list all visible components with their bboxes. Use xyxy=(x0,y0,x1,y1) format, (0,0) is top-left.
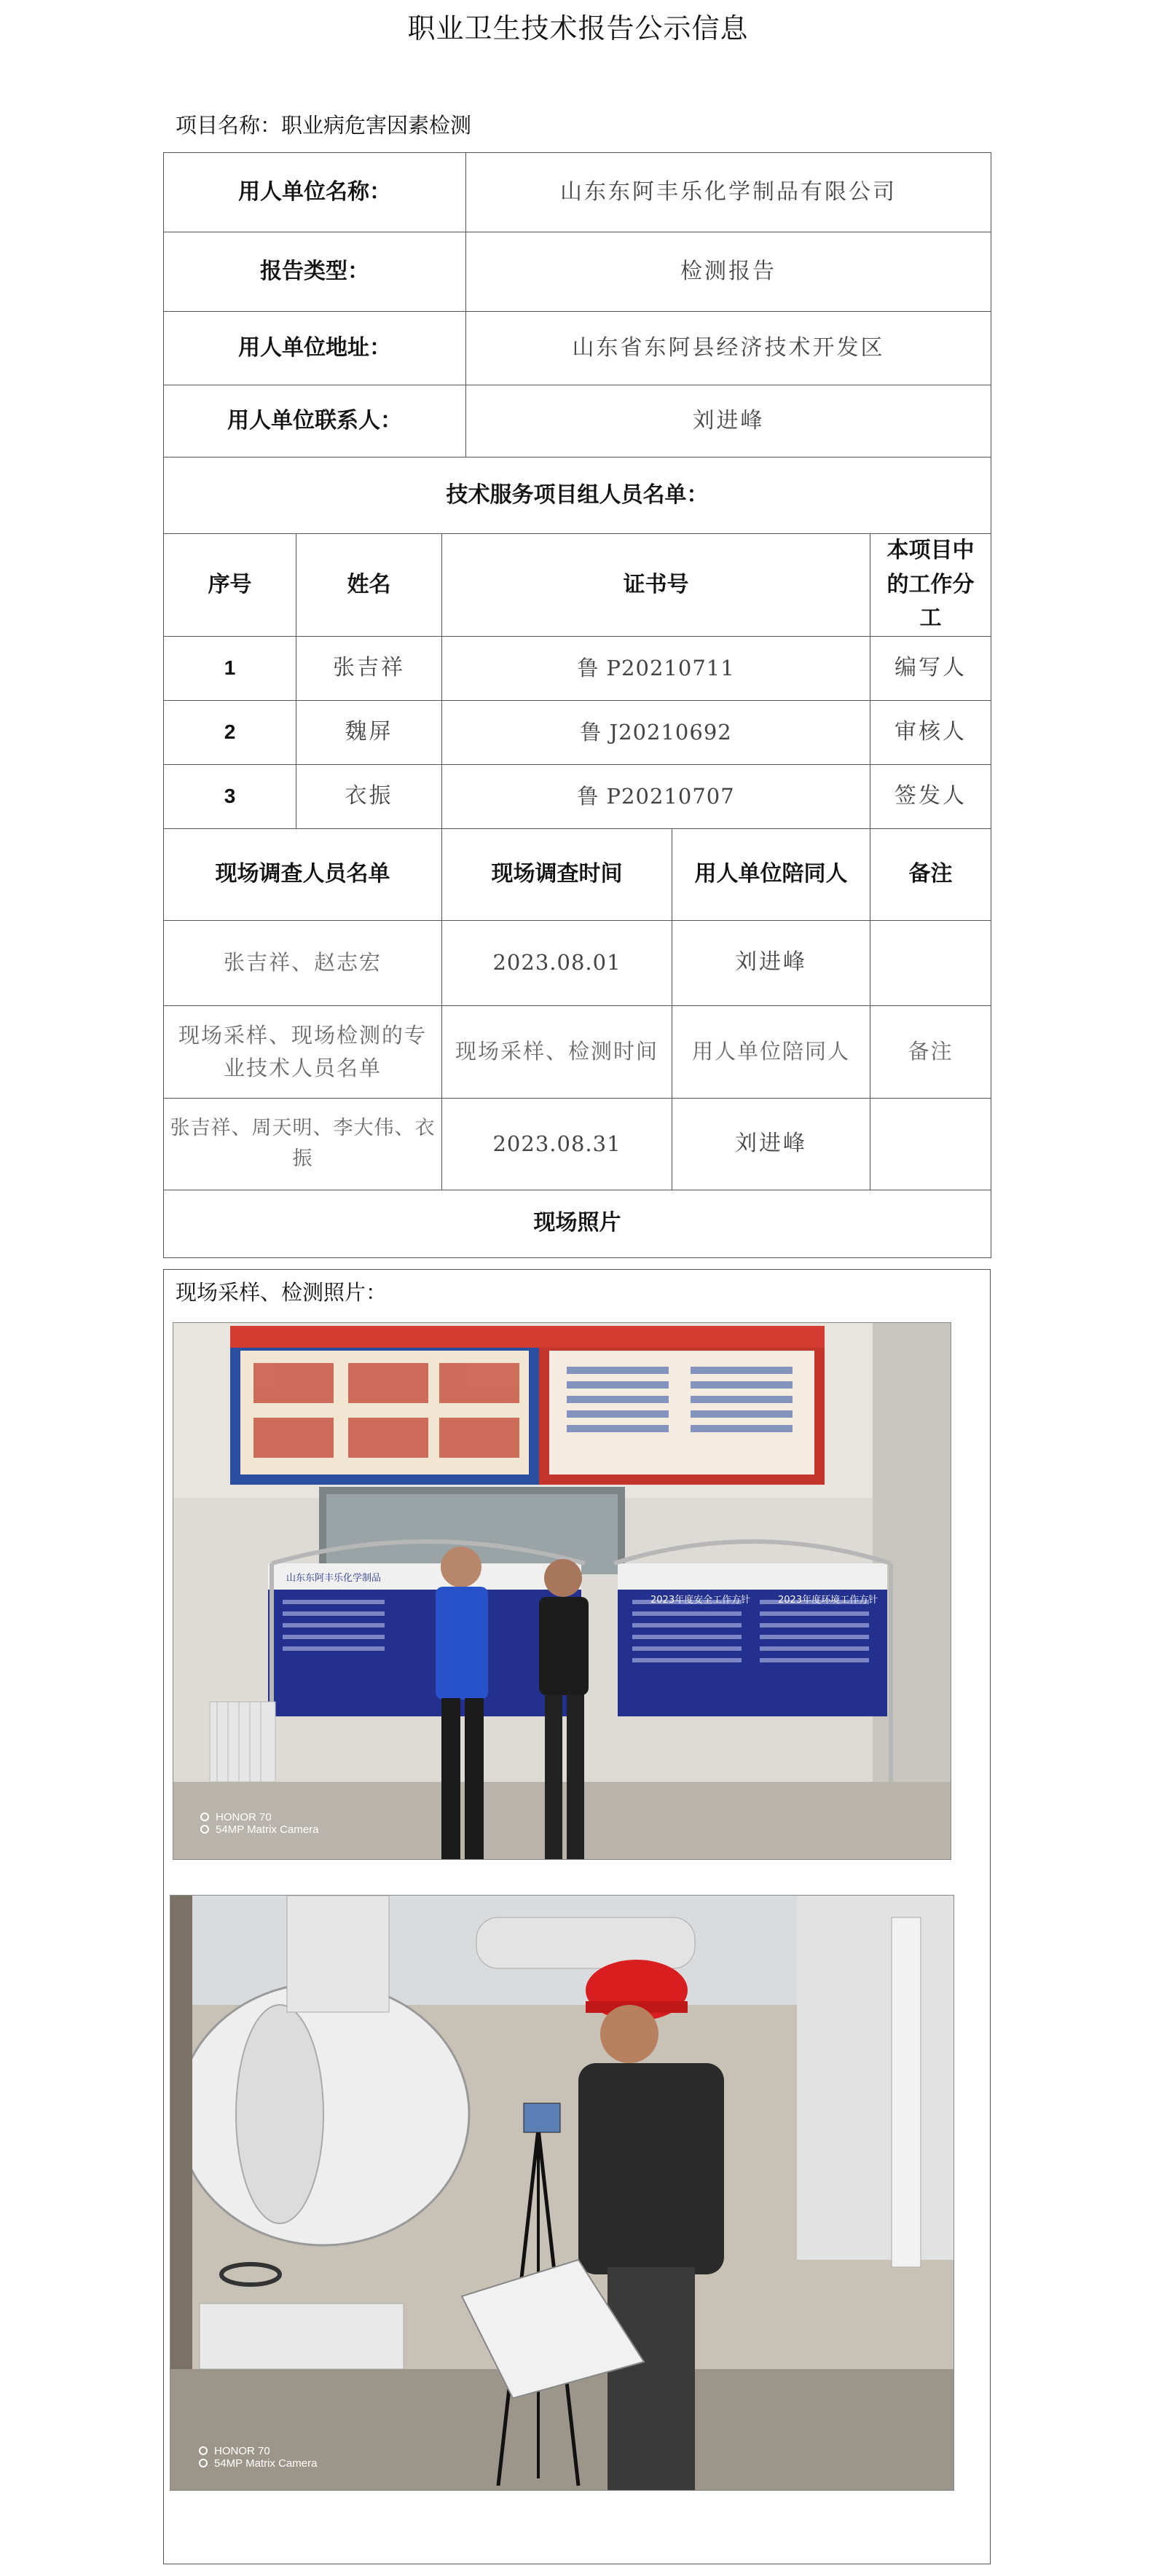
info-table xyxy=(163,152,991,1258)
survey-header-staff: 现场调查人员名单 xyxy=(164,828,442,920)
sampling-time: 2023.08.31 xyxy=(442,1098,672,1190)
photo-label: 现场采样、检测照片： xyxy=(176,1280,388,1305)
survey-companion: 刘进峰 xyxy=(672,920,870,1005)
team-header-row xyxy=(164,534,991,637)
sampling-row xyxy=(164,1098,991,1190)
contact-label: 用人单位联系人： xyxy=(164,385,466,458)
team-no: 3 xyxy=(164,764,296,828)
project-name xyxy=(176,109,471,139)
team-cert: 鲁 P20210707 xyxy=(442,764,870,828)
survey-time: 2023.08.01 xyxy=(442,920,672,1005)
team-cert: 鲁 J20210692 xyxy=(442,700,870,764)
sampling-header-note: 备注 xyxy=(870,1005,991,1098)
sampling-companion: 刘进峰 xyxy=(672,1098,870,1190)
report-type-value: 检测报告 xyxy=(466,232,991,312)
sampling-header-companion: 用人单位陪同人 xyxy=(672,1005,870,1098)
report-type-row xyxy=(164,232,991,312)
employer-name-value: 山东东阿丰乐化学制品有限公司 xyxy=(466,153,991,232)
survey-header-time: 现场调查时间 xyxy=(442,828,672,920)
board-right-title-1: 2023年度安全工作方针 xyxy=(650,1595,751,1606)
photo-1-watermark-camera: 54MP Matrix Camera xyxy=(216,1823,319,1836)
site-photo-2 xyxy=(170,1895,954,2491)
board-left-title: 山东东阿丰乐化学制品 xyxy=(286,1573,382,1584)
team-no: 2 xyxy=(164,700,296,764)
contact-row xyxy=(164,385,991,458)
team-header-cert: 证书号 xyxy=(442,534,870,637)
team-header-no: 序号 xyxy=(164,534,296,637)
table-row xyxy=(164,636,991,700)
report-type-label: 报告类型： xyxy=(164,232,466,312)
employer-name-label: 用人单位名称： xyxy=(164,153,466,232)
table-row xyxy=(164,700,991,764)
sampling-note xyxy=(870,1098,991,1190)
sampling-header-time: 现场采样、检测时间 xyxy=(442,1005,672,1098)
team-role: 签发人 xyxy=(870,764,991,828)
team-member-name: 张吉祥 xyxy=(296,636,442,700)
team-header-name: 姓名 xyxy=(296,534,442,637)
team-role: 编写人 xyxy=(870,636,991,700)
photo-2-watermark-model: HONOR 70 xyxy=(214,2445,270,2457)
survey-header-row xyxy=(164,828,991,920)
photo-2-watermark-camera: 54MP Matrix Camera xyxy=(214,2457,318,2470)
survey-row xyxy=(164,920,991,1005)
employer-address-value: 山东省东阿县经济技术开发区 xyxy=(466,312,991,385)
employer-address-row xyxy=(164,312,991,385)
sampling-header-row xyxy=(164,1005,991,1098)
survey-header-note: 备注 xyxy=(870,828,991,920)
board-right-title-2: 2023年度环境工作方针 xyxy=(778,1595,878,1606)
team-header-role: 本项目中的工作分工 xyxy=(870,534,991,637)
contact-value: 刘进峰 xyxy=(466,385,991,458)
employer-address-label: 用人单位地址： xyxy=(164,312,466,385)
project-label: 项目名称： xyxy=(176,113,282,138)
team-cert: 鲁 P20210711 xyxy=(442,636,870,700)
photos-heading-row xyxy=(164,1190,991,1257)
team-member-name: 魏屏 xyxy=(296,700,442,764)
survey-staff: 张吉祥、赵志宏 xyxy=(164,920,442,1005)
page-title: 职业卫生技术报告公示信息 xyxy=(407,12,749,44)
photos-heading: 现场照片 xyxy=(164,1190,991,1257)
team-no: 1 xyxy=(164,636,296,700)
employer-name-row xyxy=(164,153,991,232)
sampling-staff: 张吉祥、周天明、李大伟、衣振 xyxy=(164,1098,442,1190)
team-role: 审核人 xyxy=(870,700,991,764)
team-member-name: 衣振 xyxy=(296,764,442,828)
project-value: 职业病危害因素检测 xyxy=(281,113,472,138)
site-photo-1 xyxy=(173,1322,951,1860)
team-heading-row xyxy=(164,458,991,534)
survey-note xyxy=(870,920,991,1005)
team-heading: 技术服务项目组人员名单： xyxy=(164,458,991,534)
photo-1-watermark-model: HONOR 70 xyxy=(216,1811,272,1823)
survey-header-companion: 用人单位陪同人 xyxy=(672,828,870,920)
table-row xyxy=(164,764,991,828)
sampling-header-staff: 现场采样、现场检测的专业技术人员名单 xyxy=(164,1005,442,1098)
